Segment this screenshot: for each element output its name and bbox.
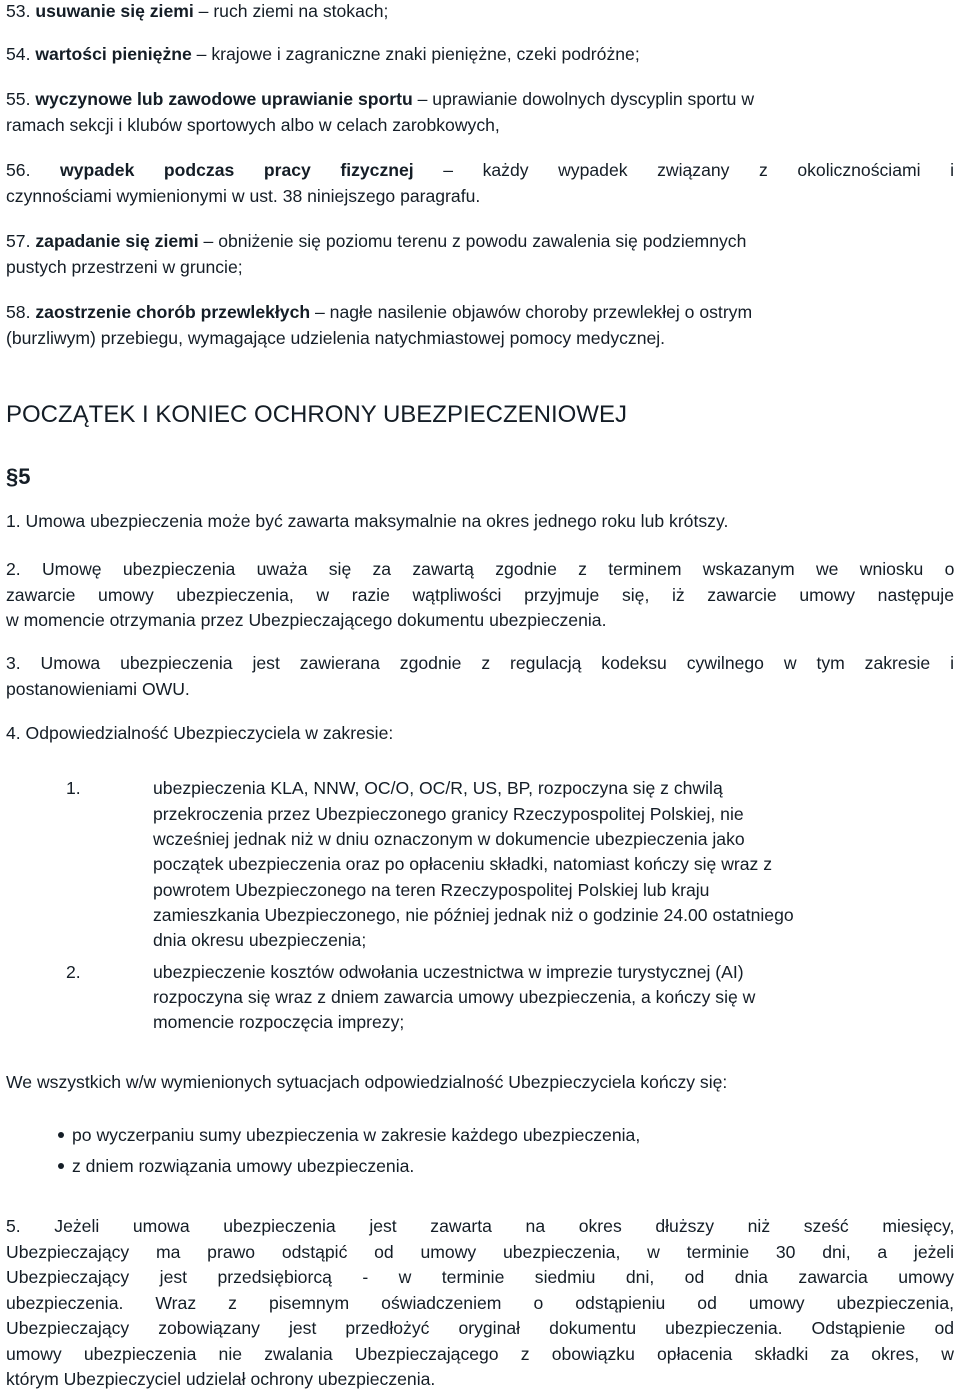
definition-56-cont: czynnościami wymienionymi w ust. 38 niniejszego paragrafu.	[6, 186, 481, 206]
definition-57: 57. zapadanie się ziemi – obniżenie się poziomu terenu z powodu zawalenia się podziemnych	[6, 231, 747, 251]
definition-term: wartości pieniężne	[35, 44, 192, 64]
definition-term: wypadek podczas pracy fizycznej	[60, 160, 414, 180]
clause-5-line: ubezpieczenia. Wraz z pisemnym oświadczeniem o odstąpieniu od umowy ubezpieczenia,	[6, 1293, 954, 1313]
clause-5-line: Ubezpieczający zobowiązany jest przedłożyć oryginał dokumentu ubezpieczenia. Odstąpienie od	[6, 1318, 955, 1338]
clause-3-line-1: 3. Umowa ubezpieczenia jest zawierana zgodnie z regulacją kodeksu cywilnego w tym zakresie i	[6, 653, 954, 673]
definition-58-cont: (burzliwym) przebiegu, wymagające udzielenia natychmiastowej pomocy medycznej.	[6, 328, 666, 348]
definition-57-cont: pustych przestrzeni w gruncie;	[6, 257, 243, 277]
paragraph-number: §5	[6, 464, 31, 489]
clause-5-line: umowy ubezpieczenia nie zwalania Ubezpieczającego z obowiązku opłacenia składki za okres, w	[6, 1344, 954, 1364]
definition-58: 58. zaostrzenie chorób przewlekłych – nagłe nasilenie objawów choroby przewlekłej o ostrym	[6, 302, 753, 322]
list-item-1-line: przekroczenia przez Ubezpieczonego granicy Rzeczypospolitej Polskiej, nie	[153, 804, 744, 824]
definition-53: 53. usuwanie się ziemi – ruch ziemi na stokach;	[6, 1, 389, 21]
responsibility-ends-intro: We wszystkich w/w wymienionych sytuacjach odpowiedzialność Ubezpieczyciela kończy się:	[6, 1072, 728, 1092]
definition-54: 54. wartości pieniężne – krajowe i zagraniczne znaki pieniężne, czeki podróżne;	[6, 44, 640, 64]
clause-2-line-1: 2. Umowę ubezpieczenia uważa się za zawartą zgodnie z terminem wskazanym we wniosku o	[6, 559, 955, 579]
list-item-2-line: momencie rozpoczęcia imprezy;	[153, 1012, 405, 1032]
list-item-1-line: początek ubezpieczenia oraz po opłaceniu składki, natomiast kończy się wraz z	[153, 854, 773, 874]
list-item-1-line: powrotem Ubezpieczonego na teren Rzeczypospolitej Polskiej lub kraju	[153, 880, 710, 900]
definition-term: wyczynowe lub zawodowe uprawianie sportu	[35, 89, 413, 109]
clause-4: 4. Odpowiedzialność Ubezpieczyciela w zakresie:	[6, 723, 394, 743]
bullet-icon	[58, 1163, 64, 1169]
clause-5-line: Ubezpieczający ma prawo odstąpić od umowy ubezpieczenia, w terminie 30 dni, a jeżeli	[6, 1242, 954, 1262]
definition-55-cont: ramach sekcji i klubów sportowych albo w celach zarobkowych,	[6, 115, 500, 135]
definition-55: 55. wyczynowe lub zawodowe uprawianie sportu – uprawianie dowolnych dyscyplin sportu w	[6, 89, 755, 109]
clause-5-line: Ubezpieczający jest przedsiębiorcą - w terminie siedmiu dni, od dnia zawarcia umowy	[6, 1267, 954, 1287]
list-item-2-line: rozpoczyna się wraz z dniem zawarcia umowy ubezpieczenia, a kończy się w	[153, 987, 756, 1007]
list-number: 1.	[66, 778, 81, 798]
list-item-1-line: zamieszkania Ubezpieczonego, nie później jednak niż o godzinie 24.00 ostatniego	[153, 905, 794, 925]
list-item-1-line: wcześniej jednak niż w dniu oznaczonym w dokumencie ubezpieczenia jako	[153, 829, 745, 849]
clause-5-line: 5. Jeżeli umowa ubezpieczenia jest zawarta na okres dłuższy niż sześć miesięcy,	[6, 1216, 955, 1236]
section-heading: POCZĄTEK I KONIEC OCHRONY UBEZPIECZENIOWEJ	[6, 401, 627, 428]
definition-56: 56. wypadek podczas pracy fizycznej – każdy wypadek związany z okolicznościami i	[6, 160, 955, 180]
bullet-item: po wyczerpaniu sumy ubezpieczenia w zakresie każdego ubezpieczenia,	[54, 1124, 640, 1146]
list-item-1-line: ubezpieczenia KLA, NNW, OC/O, OC/R, US, BP, rozpoczyna się z chwilą	[153, 778, 723, 798]
clause-2-line-2: zawarcie umowy ubezpieczenia, w razie wątpliwości przyjmuje się, iż zawarcie umowy następuje	[6, 585, 954, 605]
list-number: 2.	[66, 962, 81, 982]
clause-3-line-2: postanowieniami OWU.	[6, 679, 190, 699]
definition-term: zaostrzenie chorób przewlekłych	[35, 302, 311, 322]
definition-term: zapadanie się ziemi	[35, 231, 199, 251]
list-item-2-line: ubezpieczenie kosztów odwołania uczestnictwa w imprezie turystycznej (AI)	[153, 962, 744, 982]
clause-2-line-3: w momencie otrzymania przez Ubezpieczającego dokumentu ubezpieczenia.	[6, 610, 607, 630]
list-item-1-line: dnia okresu ubezpieczenia;	[153, 930, 367, 950]
clause-1: 1. Umowa ubezpieczenia może być zawarta maksymalnie na okres jednego roku lub krótszy.	[6, 511, 729, 531]
clause-5-line: którym Ubezpieczyciel udzielał ochrony ubezpieczenia.	[6, 1369, 436, 1389]
definition-term: usuwanie się ziemi	[35, 1, 194, 21]
bullet-item: z dniem rozwiązania umowy ubezpieczenia.	[54, 1155, 414, 1177]
bullet-icon	[58, 1132, 64, 1138]
